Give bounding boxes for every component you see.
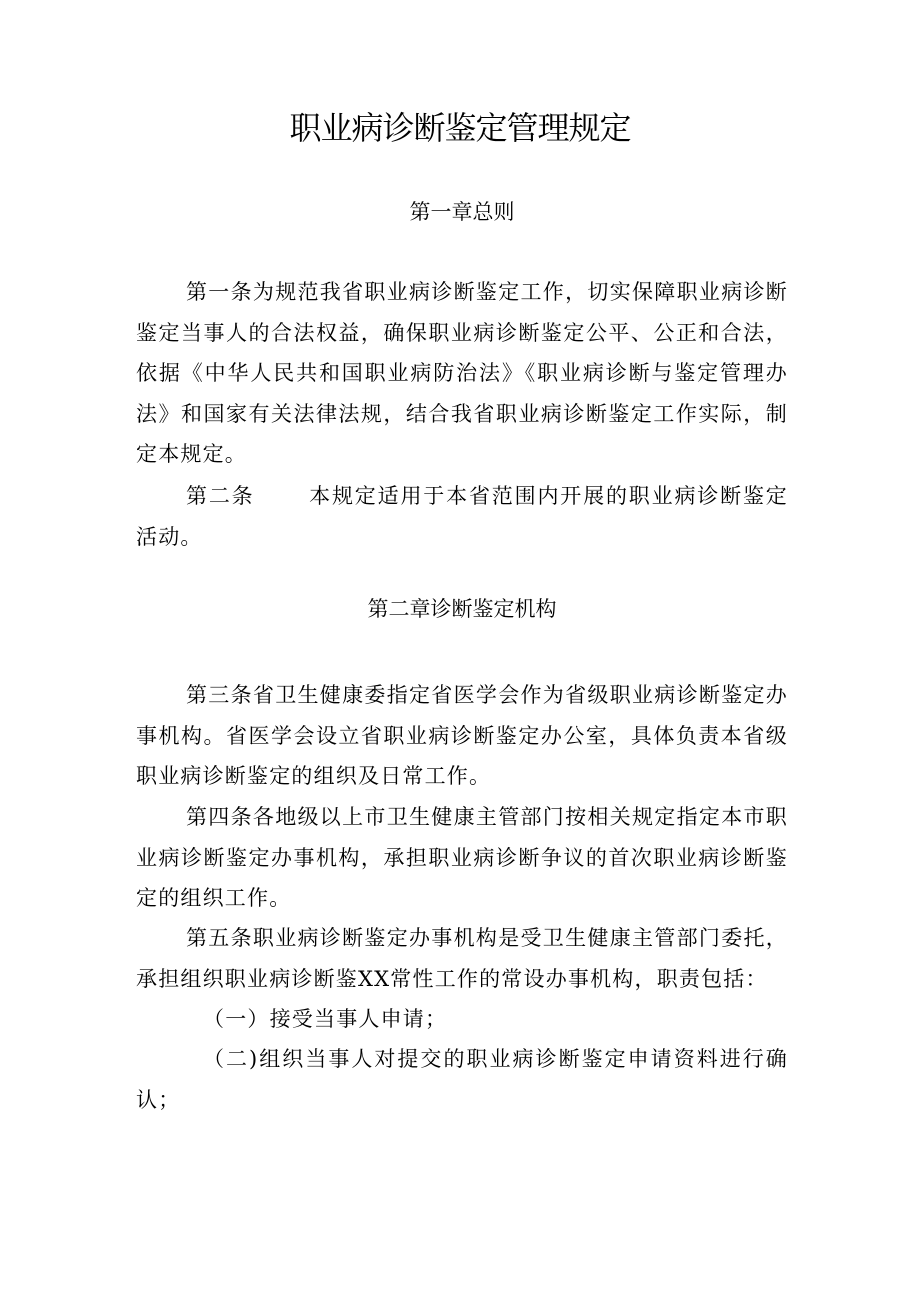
article-2-text: 本规定适用于本省范围内开展的职业病诊断鉴定活动。	[136, 484, 788, 549]
article-4: 第四条各地级以上市卫生健康主管部门按相关规定指定本市职业病诊断鉴定办事机构，承担职业病诊断争议的首次职业病诊断鉴定的组织工作。	[136, 805, 788, 910]
chapter-2-heading: 第二章诊断鉴定机构	[367, 597, 557, 621]
article-1: 第一条为规范我省职业病诊断鉴定工作，切实保障职业病诊断鉴定当事人的合法权益，确保职业病诊断鉴定公平、公正和合法，依据《中华人民共和国职业病防治法》《职业病诊断与鉴定管理办法》和国家有关法律法规，结合我省职业病诊断鉴定工作实际，制定本规定。	[136, 280, 788, 466]
document-title: 职业病诊断鉴定管理规定	[289, 109, 631, 147]
article-2-label: 第二条	[186, 484, 255, 508]
article-2	[136, 476, 788, 557]
chapter-1-heading: 第一章总则	[409, 200, 515, 224]
article-5-item-2: （二)组织当事人对提交的职业病诊断鉴定申请资料进行确认；	[136, 1047, 788, 1112]
article-5-item-1: （一）接受当事人申请；	[203, 1007, 448, 1031]
article-3: 第三条省卫生健康委指定省医学会作为省级职业病诊断鉴定办事机构。省医学会设立省职业病诊断鉴定办公室，具体负责本省级职业病诊断鉴定的组织及日常工作。	[136, 683, 788, 788]
article-5: 第五条职业病诊断鉴定办事机构是受卫生健康主管部门委托，承担组织职业病诊断鉴XX常性工作的常设办事机构，职责包括：	[136, 926, 788, 991]
